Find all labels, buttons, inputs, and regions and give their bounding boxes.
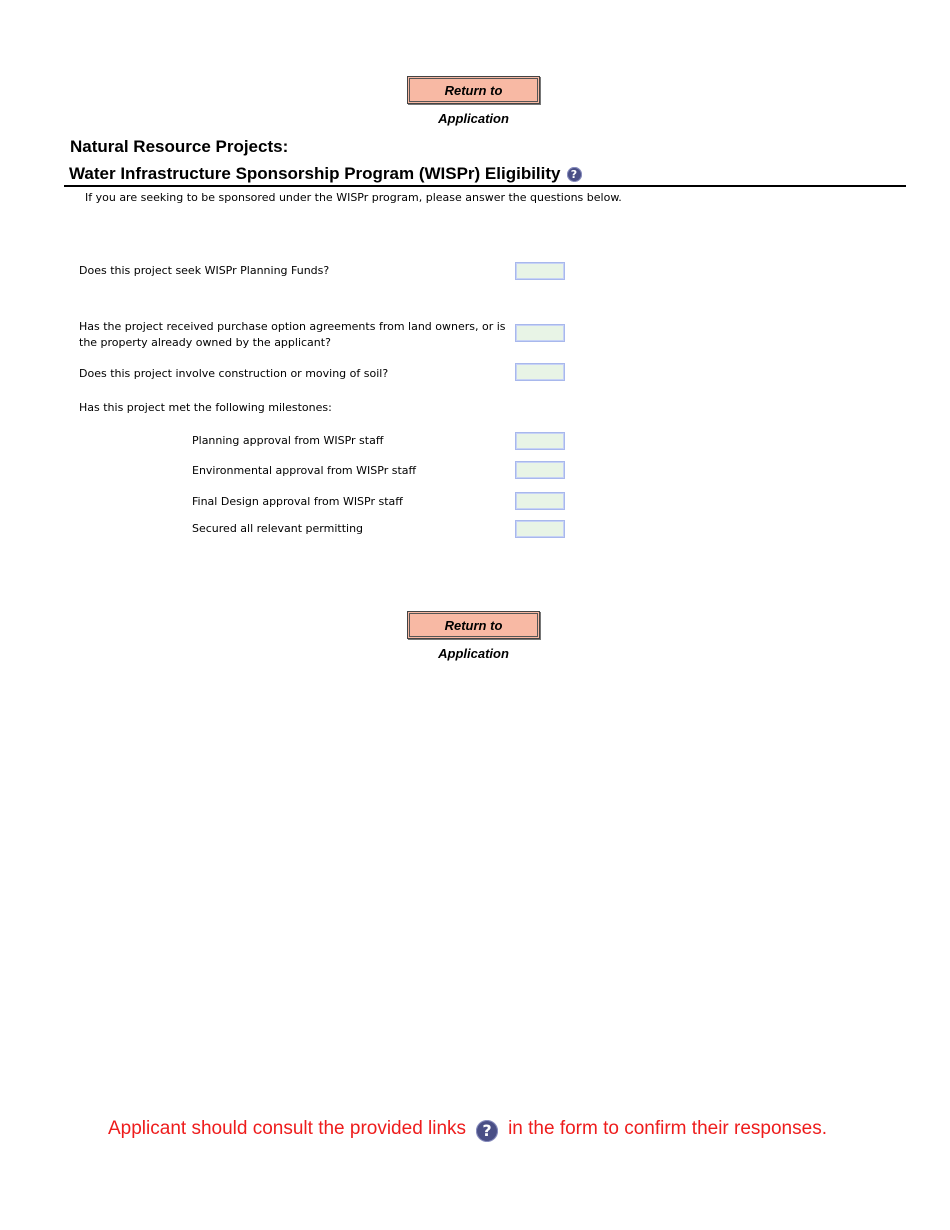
question-planning-funds-label: Does this project seek WISPr Planning Funds? <box>79 264 330 277</box>
milestone-final-design-approval-label: Final Design approval from WISPr staff <box>192 495 403 508</box>
question-property-ownership-label: Has the project received purchase option agreements from land owners, or is the property already owned by the applicant? <box>79 320 506 349</box>
page-title-text: Water Infrastructure Sponsorship Program (WISPr) Eligibility <box>69 164 561 183</box>
help-icon: ? <box>476 1120 498 1142</box>
milestone-permitting-field[interactable] <box>515 520 565 538</box>
milestone-environmental-approval-label: Environmental approval from WISPr staff <box>192 464 417 477</box>
page-title-category: Natural Resource Projects: <box>70 137 289 156</box>
milestone-planning-approval-field[interactable] <box>515 432 565 450</box>
milestone-environmental-approval-field[interactable] <box>515 461 565 479</box>
intro-text: If you are seeking to be sponsored under the WISPr program, please answer the questions below. <box>85 191 622 204</box>
title-divider <box>64 185 906 187</box>
return-to-application-button-top[interactable]: Return to Application <box>407 76 540 104</box>
help-icon[interactable]: ? <box>567 167 582 182</box>
question-construction-label: Does this project involve construction or moving of soil? <box>79 367 389 380</box>
milestone-permitting-label: Secured all relevant permitting <box>192 522 364 535</box>
question-planning-funds-field[interactable] <box>515 262 565 280</box>
footer-text-after: in the form to confirm their responses. <box>508 1118 827 1139</box>
milestones-heading: Has this project met the following milestones: <box>79 401 332 414</box>
milestone-final-design-approval-field[interactable] <box>515 492 565 510</box>
question-construction-field[interactable] <box>515 363 565 381</box>
question-property-ownership-field[interactable] <box>515 324 565 342</box>
footer-notice <box>0 1118 935 1142</box>
footer-text-before: Applicant should consult the provided links <box>108 1118 467 1139</box>
return-to-application-button-bottom[interactable]: Return to Application <box>407 611 540 639</box>
page-title <box>69 164 582 184</box>
milestone-planning-approval-label: Planning approval from WISPr staff <box>192 434 384 447</box>
